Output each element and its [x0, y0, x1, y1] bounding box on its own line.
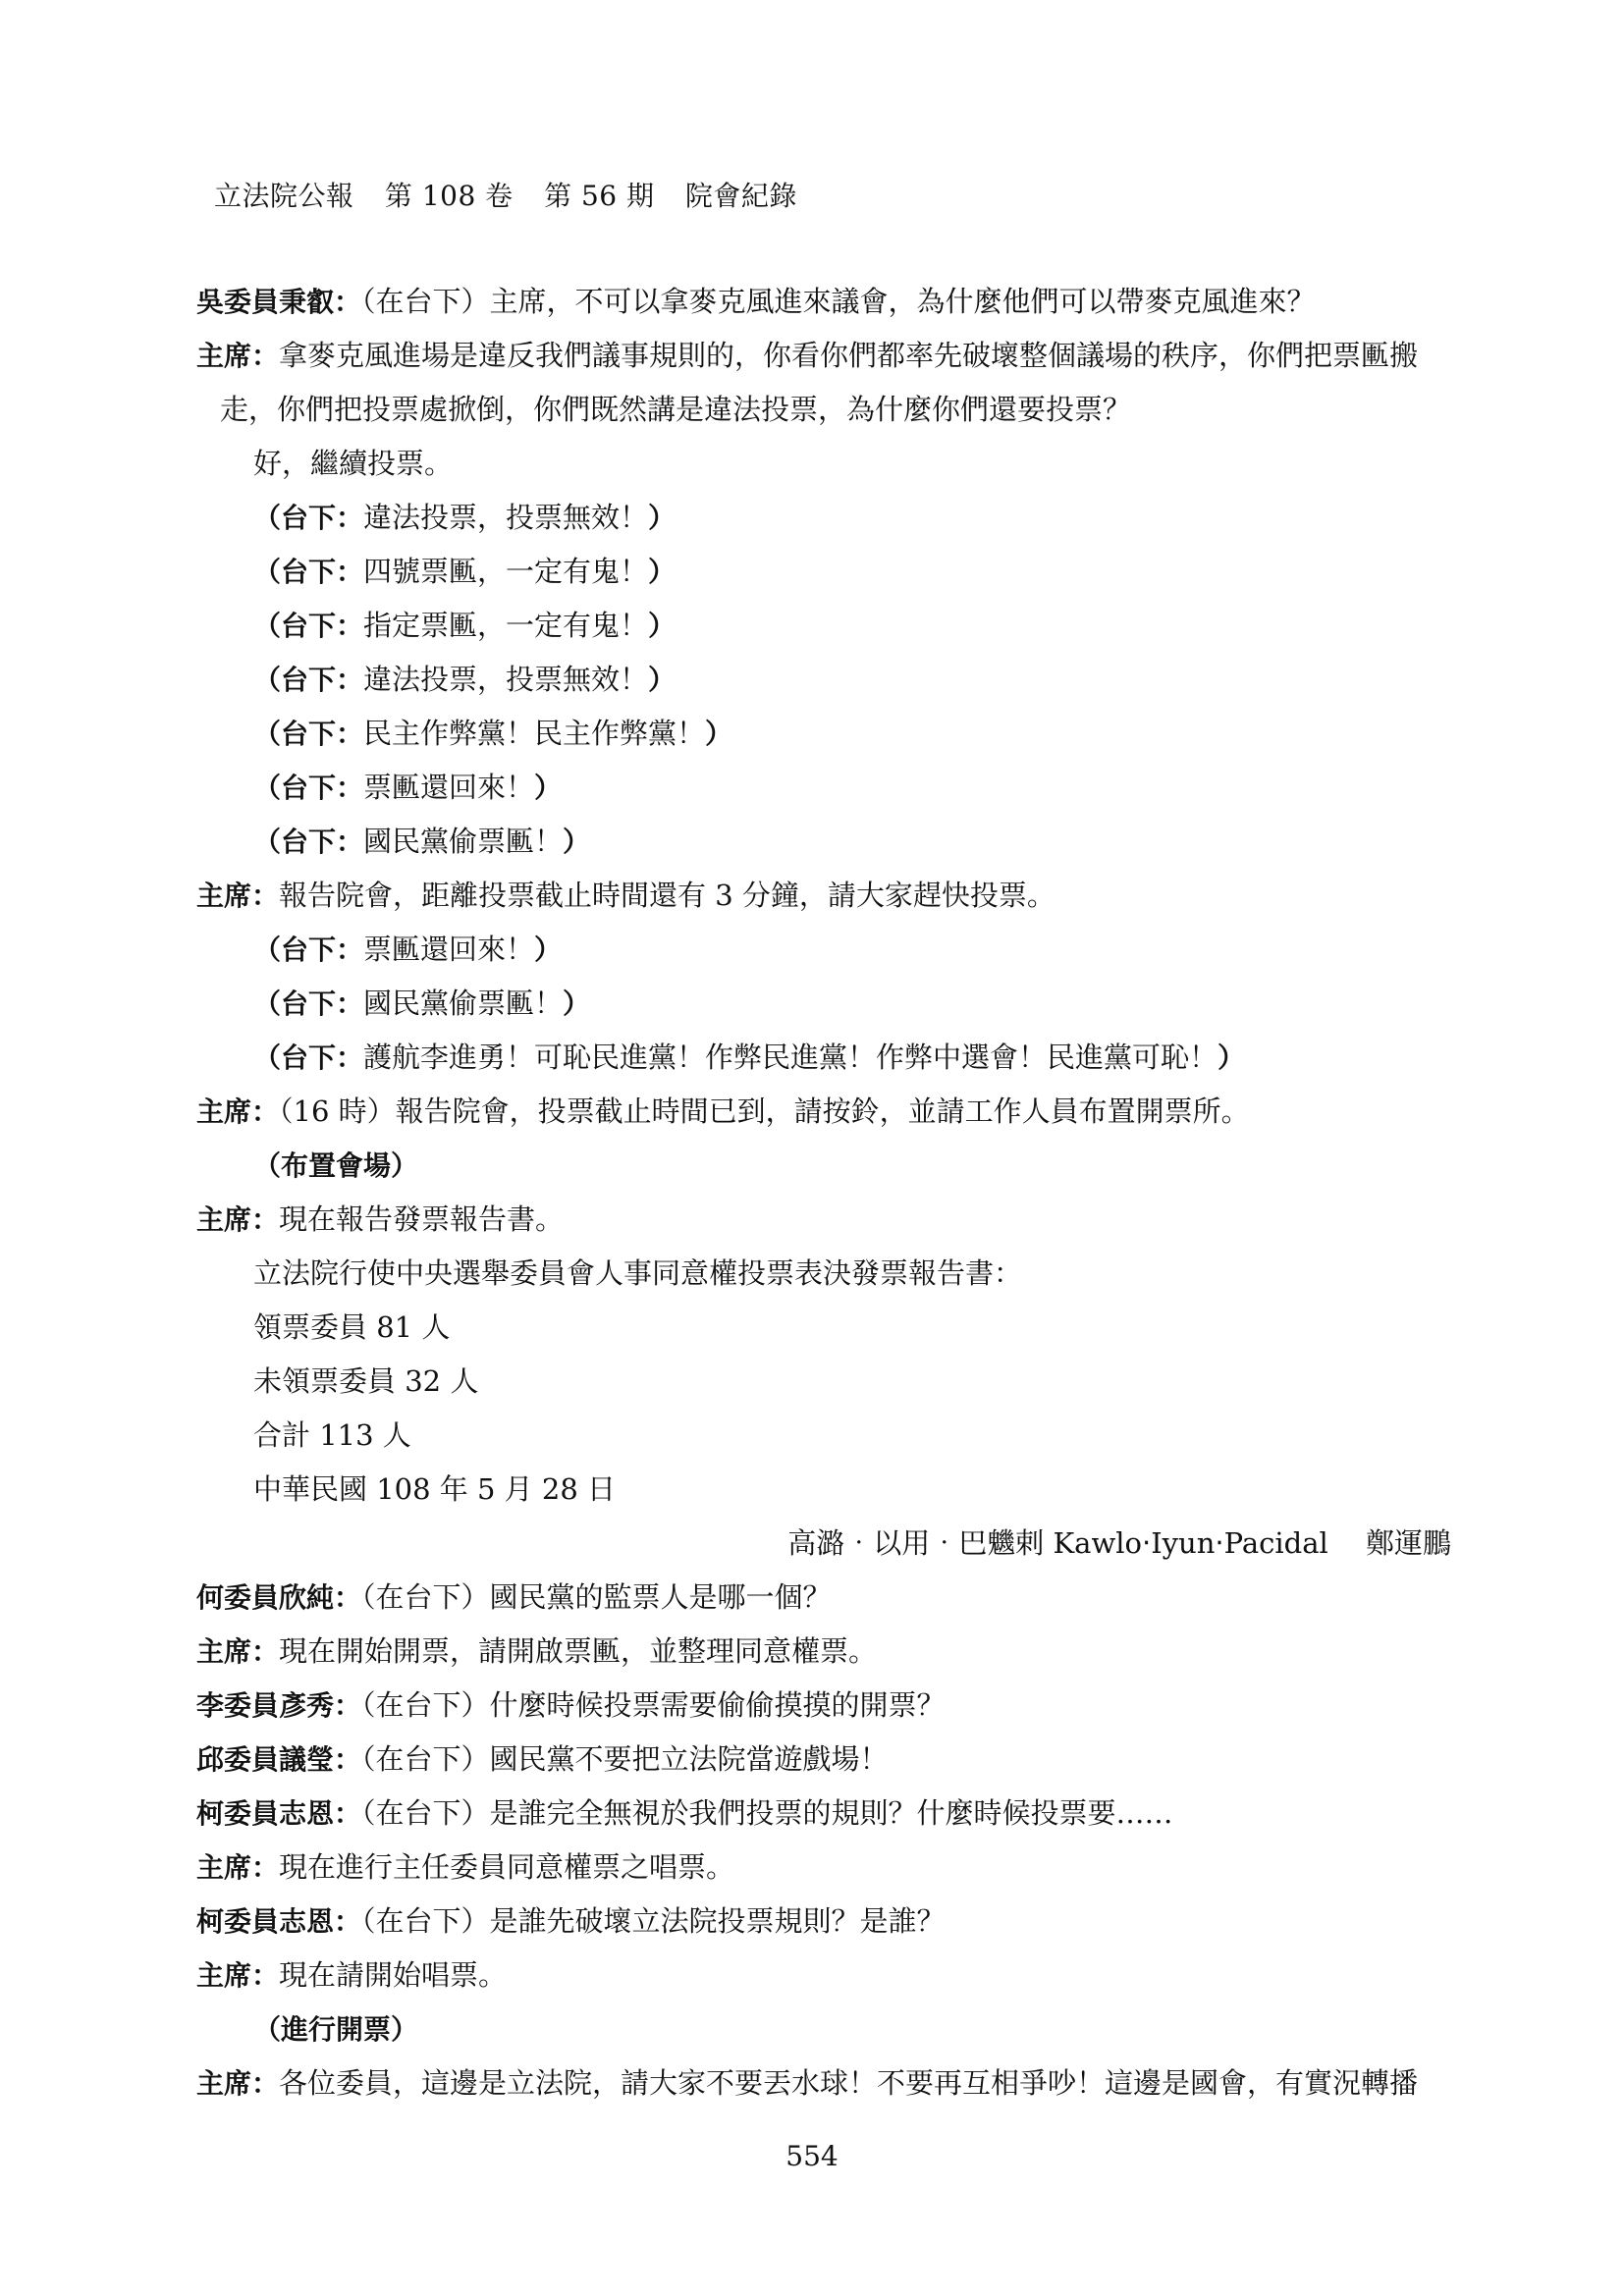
- interjection-text: 護航李進勇！可恥民進黨！作弊民進黨！作弊中選會！民進黨可恥！: [363, 1041, 1218, 1074]
- speech-text: （在台下）是誰完全無視於我們投票的規則？什麼時候投票要……: [361, 1796, 1173, 1830]
- audience-interjection: [196, 545, 1453, 599]
- transcript-line: [196, 1571, 1453, 1625]
- speech-text: 立法院行使中央選舉委員會人事同意權投票表決發票報告書：: [253, 1256, 1023, 1290]
- audience-label: 台下：: [281, 934, 364, 966]
- section-title: 院會紀錄: [684, 180, 797, 212]
- transcript-line: [196, 1949, 1453, 2002]
- transcript-line: [196, 1625, 1453, 1679]
- transcript-line: [196, 1787, 1453, 1841]
- transcript-line: [196, 1841, 1453, 1895]
- speech-text: 現在進行主任委員同意權票之唱票。: [279, 1850, 735, 1884]
- transcript-line-continued: [196, 383, 1453, 437]
- audience-label: 台下：: [281, 826, 364, 858]
- speaker-name: 主席：: [196, 1635, 280, 1668]
- paren-open: （: [253, 502, 282, 534]
- interjection-text: 四號票匭，一定有鬼！: [363, 555, 649, 588]
- audience-label: 台下：: [281, 502, 364, 534]
- paren-close: ）: [648, 556, 677, 588]
- paren-open: （: [253, 1041, 282, 1074]
- paren-close: ）: [648, 502, 677, 534]
- audience-label: 台下：: [281, 556, 364, 588]
- audience-interjection: [196, 1031, 1453, 1085]
- transcript-line: [196, 1085, 1453, 1139]
- transcript-line: [196, 1193, 1453, 1247]
- paren-close: ）: [534, 934, 563, 966]
- interjection-text: 違法投票，投票無效！: [363, 663, 649, 696]
- audience-label: 台下：: [281, 988, 364, 1020]
- paren-open: （: [253, 664, 282, 696]
- speech-text: 中華民國 108 年 5 月 28 日: [253, 1472, 617, 1506]
- paren-close: ）: [563, 988, 591, 1020]
- speech-text: 現在開始開票，請開啟票匭，並整理同意權票。: [279, 1634, 878, 1668]
- speech-text: （16 時）報告院會，投票截止時間已到，請按鈴，並請工作人員布置開票所。: [279, 1095, 1250, 1128]
- speaker-name: 主席：: [196, 880, 280, 912]
- audience-interjection: [196, 977, 1453, 1031]
- report-received-count: [196, 1301, 1453, 1355]
- audience-interjection: [196, 815, 1453, 869]
- transcript-line: [196, 1895, 1453, 1949]
- paren-close: ）: [648, 664, 677, 696]
- speaker-name: 李委員彥秀：: [196, 1689, 362, 1722]
- speech-text: 走，你們把投票處掀倒，你們既然講是違法投票，為什麼你們還要投票？: [220, 393, 1132, 426]
- paren-close: ）: [648, 610, 677, 642]
- interjection-text: 國民黨偷票匭！: [363, 987, 564, 1020]
- report-unreceived-count: [196, 1355, 1453, 1409]
- page-header: [214, 175, 797, 214]
- speech-text: 合計 113 人: [253, 1418, 411, 1452]
- audience-label: 台下：: [281, 718, 364, 750]
- speech-text: 好，繼續投票。: [253, 447, 454, 480]
- audience-label: 台下：: [281, 1041, 364, 1074]
- speaker-name: 吳委員秉叡：: [196, 286, 362, 318]
- issue-number: 第 56 期: [544, 180, 655, 212]
- speaker-name: 主席：: [196, 1203, 280, 1236]
- signatory-names: 高潞‧以用‧巴魕剌 Kawlo‧Iyun‧Pacidal 鄭運鵬: [787, 1526, 1451, 1560]
- audience-interjection: [196, 599, 1453, 653]
- transcript-line: [196, 869, 1453, 923]
- procedural-note: [196, 1139, 1453, 1193]
- volume-number: 第 108 卷: [384, 180, 514, 212]
- audience-interjection: [196, 707, 1453, 761]
- speaker-name: 主席：: [196, 2067, 280, 2100]
- speech-text: （在台下）國民黨的監票人是哪一個？: [361, 1580, 832, 1614]
- paren-open: （: [253, 934, 282, 966]
- speech-text: 報告院會，距離投票截止時間還有 3 分鐘，請大家趕快投票。: [279, 879, 1056, 912]
- speaker-name: 主席：: [196, 340, 280, 372]
- speech-text: 未領票委員 32 人: [253, 1364, 479, 1398]
- speech-text: （在台下）什麼時候投票需要偷偷摸摸的開票？: [361, 1688, 946, 1722]
- paren-close: ）: [705, 718, 733, 750]
- report-total-count: [196, 1409, 1453, 1463]
- speaker-name: 主席：: [196, 1095, 280, 1128]
- speech-text: 領票委員 81 人: [253, 1310, 451, 1344]
- paren-close: ）: [563, 826, 591, 858]
- transcript-line: [196, 275, 1453, 329]
- speaker-name: 主席：: [196, 1851, 280, 1884]
- audience-label: 台下：: [281, 664, 364, 696]
- paren-open: （: [253, 826, 282, 858]
- note-text: （進行開票）: [253, 2013, 419, 2046]
- note-text: （布置會場）: [253, 1149, 419, 1182]
- transcript-line: [196, 1679, 1453, 1733]
- audience-interjection: [196, 491, 1453, 545]
- paren-open: （: [253, 718, 282, 750]
- paren-open: （: [253, 610, 282, 642]
- transcript-body: [196, 275, 1453, 2110]
- transcript-line-indented: [196, 437, 1453, 491]
- speech-text: 拿麥克風進場是違反我們議事規則的，你看你們都率先破壞整個議場的秩序，你們把票匭搬: [279, 339, 1419, 372]
- audience-interjection: [196, 923, 1453, 977]
- report-title: [196, 1247, 1453, 1301]
- speaker-name: 柯委員志恩：: [196, 1905, 362, 1938]
- interjection-text: 指定票匭，一定有鬼！: [363, 609, 649, 642]
- report-signatories: [196, 1517, 1453, 1571]
- audience-interjection: [196, 653, 1453, 707]
- audience-label: 台下：: [281, 610, 364, 642]
- speech-text: 現在請開始唱票。: [279, 1958, 508, 1992]
- paren-open: （: [253, 772, 282, 804]
- paren-close: ）: [534, 772, 563, 804]
- audience-interjection: [196, 761, 1453, 815]
- paren-open: （: [253, 556, 282, 588]
- interjection-text: 票匭還回來！: [363, 771, 535, 804]
- speaker-name: 柯委員志恩：: [196, 1797, 362, 1830]
- page-number: 554: [785, 2140, 839, 2172]
- speech-text: （在台下）是誰先破壞立法院投票規則？是誰？: [361, 1904, 946, 1938]
- publication-title: 立法院公報: [214, 180, 354, 212]
- paren-close: ）: [1218, 1041, 1246, 1074]
- speaker-name: 何委員欣純：: [196, 1581, 362, 1614]
- interjection-text: 票匭還回來！: [363, 933, 535, 966]
- speech-text: （在台下）國民黨不要把立法院當遊戲場！: [361, 1742, 889, 1776]
- transcript-line: [196, 1733, 1453, 1787]
- speaker-name: 邱委員議瑩：: [196, 1743, 362, 1776]
- speaker-name: 主席：: [196, 1959, 280, 1992]
- interjection-text: 國民黨偷票匭！: [363, 825, 564, 858]
- transcript-line: [196, 2056, 1453, 2110]
- report-date: [196, 1463, 1453, 1517]
- transcript-line: [196, 329, 1453, 383]
- speech-text: （在台下）主席，不可以拿麥克風進來議會，為什麼他們可以帶麥克風進來？: [361, 285, 1316, 318]
- audience-label: 台下：: [281, 772, 364, 804]
- speech-text: 現在報告發票報告書。: [279, 1202, 565, 1236]
- paren-open: （: [253, 988, 282, 1020]
- speech-text: 各位委員，這邊是立法院，請大家不要丟水球！不要再互相爭吵！這邊是國會，有實況轉播: [279, 2066, 1419, 2100]
- interjection-text: 民主作弊黨！民主作弊黨！: [363, 717, 706, 750]
- procedural-note: [196, 2002, 1453, 2056]
- interjection-text: 違法投票，投票無效！: [363, 501, 649, 534]
